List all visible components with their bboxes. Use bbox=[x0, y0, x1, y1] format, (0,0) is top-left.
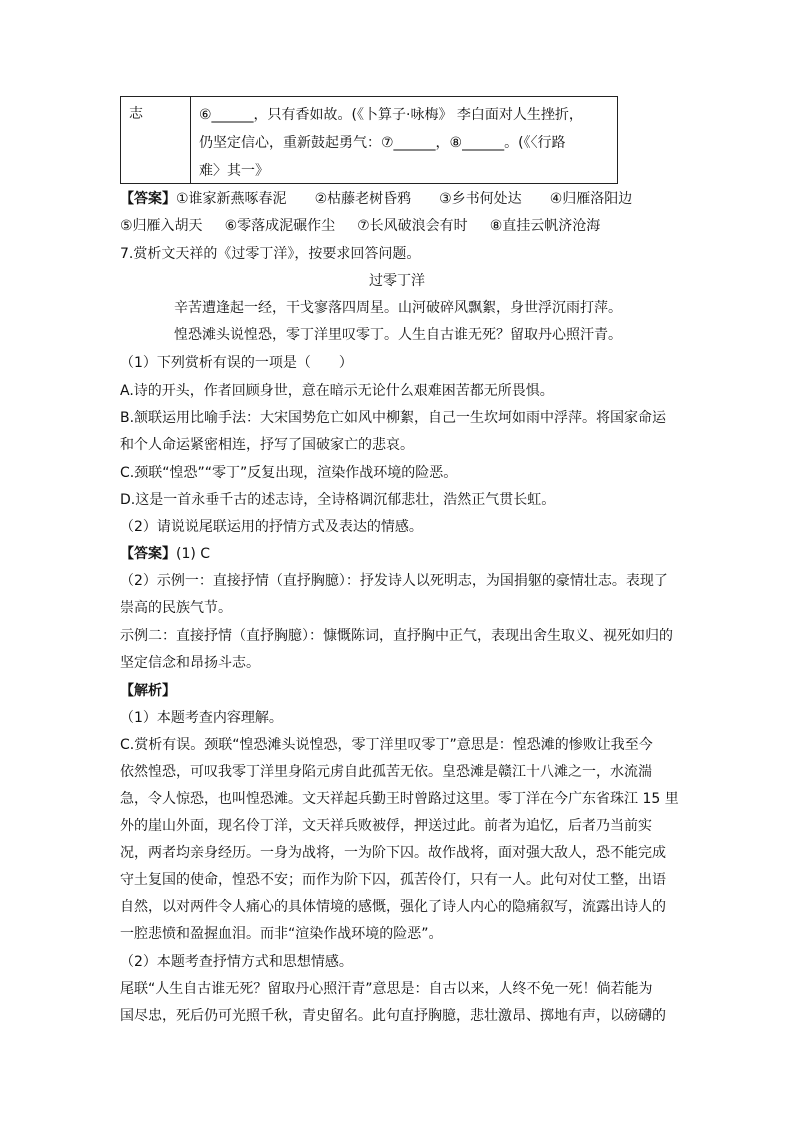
analysis-line: 自然，以对两件令人痛心的具体情境的感慨，强化了诗人内心的隐痛叙写，流露出诗人的 bbox=[120, 899, 666, 915]
example-2: 示例二：直接抒情（直抒胸臆）：慷慨陈词，直抒胸中正气，表现出舍生取义、视死如归的 bbox=[120, 628, 673, 644]
analysis-part-1: （1）本题考查内容理解。 bbox=[120, 710, 283, 726]
option-c: C.颈联“惶恐”“零丁”反复出现，渲染作战环境的险恶。 bbox=[120, 465, 458, 481]
analysis-line: 外的崖山外面，现名伶丁洋，文天祥兵败被俘，押送过此。前者为追忆，后者乃当前实 bbox=[120, 818, 652, 834]
table-label-cell: 志 bbox=[121, 97, 191, 183]
table-line: 难〉其一》 bbox=[199, 163, 269, 179]
sub-question-1: （1）下列赏析有误的一项是（ ） bbox=[120, 355, 353, 371]
table-line: ⑥______，只有香如故。(《卜算子·咏梅》 李白面对人生挫折， bbox=[199, 107, 583, 123]
option-d: D.这是一首永垂千古的述志诗，全诗格调沉郁悲壮，浩然正气贯长虹。 bbox=[120, 492, 556, 508]
answer-item: ⑦长风破浪会有时 bbox=[357, 218, 468, 234]
answer-item: ①谁家新燕啄春泥 bbox=[176, 191, 287, 207]
sub-question-2: （2）请说说尾联运用的抒情方式及表达的情感。 bbox=[120, 519, 423, 535]
analysis-label: 【解析】 bbox=[120, 683, 176, 699]
poem-line: 惶恐滩头说惶恐，零丁洋里叹零丁。人生自古谁无死？留取丹心照汗青。 bbox=[174, 327, 622, 343]
poem-line: 辛苦遭逢起一经，干戈寥落四周星。山河破碎风飘絮，身世浮沉雨打萍。 bbox=[174, 300, 622, 316]
analysis-line: 尾联“人生自古谁无死？留取丹心照汗青”意思是：自古以来，人终不免一死！倘若能为 bbox=[120, 981, 653, 997]
answer-item: ⑧直挂云帆济沧海 bbox=[489, 218, 601, 234]
answer-table bbox=[120, 96, 618, 184]
answer-2 bbox=[120, 543, 210, 565]
example-1-cont: 崇高的民族气节。 bbox=[120, 600, 232, 616]
answer-item: ④归雁洛阳边 bbox=[549, 191, 633, 207]
answer-row-2 bbox=[120, 215, 600, 237]
analysis-line: 急，令人惊恐，也叫惶恐滩。文天祥起兵勤王时曾路过这里。零丁洋在今广东省珠江 15 里 bbox=[120, 791, 679, 807]
table-content-cell bbox=[191, 97, 617, 183]
answer-row-1 bbox=[120, 188, 632, 210]
answer-label: 【答案】 bbox=[120, 546, 176, 562]
analysis-line: C.赏析有误。颈联“惶恐滩头说惶恐，零丁洋里叹零丁”意思是：惶恐滩的惨败让我至今 bbox=[120, 737, 653, 753]
example-1: （2）示例一：直接抒情（直抒胸臆）：抒发诗人以死明志，为国捐躯的豪情壮志。表现了 bbox=[120, 573, 668, 589]
analysis-line: 依然惶恐，可叹我零丁洋里身陷元虏自此孤苦无依。皇恐滩是赣江十八滩之一，水流湍 bbox=[120, 764, 652, 780]
example-2-cont: 坚定信念和昂扬斗志。 bbox=[120, 655, 260, 671]
answer-item: ⑥零落成泥碾作尘 bbox=[224, 218, 336, 234]
analysis-line: 守土复国的使命，惶恐不安；而作为阶下囚，孤苦伶仃，只有一人。此句对仗工整，出语 bbox=[120, 872, 666, 888]
analysis-line: 况，两者均亲身经历。一身为战将，一为阶下囚。故作战将，面对强大敌人，恐不能完成 bbox=[120, 845, 666, 861]
poem-title: 过零丁洋 bbox=[369, 273, 425, 289]
option-b-cont: 和个人命运紧密相连，抒写了国破家亡的悲哀。 bbox=[120, 437, 414, 453]
answer-item: ②枯藤老树昏鸦 bbox=[314, 191, 412, 207]
option-b: B.颔联运用比喻手法：大宋国势危亡如风中柳絮，自己一生坎坷如雨中浮萍。将国家命运 bbox=[120, 410, 667, 426]
analysis-line: 一腔悲愤和盈握血泪。而非“渲染作战环境的险恶”。 bbox=[120, 926, 443, 942]
answer-label: 【答案】 bbox=[120, 191, 176, 207]
option-a: A.诗的开头，作者回顾身世，意在暗示无论什么艰难困苦都无所畏惧。 bbox=[120, 383, 554, 399]
question-title: 7.赏析文天祥的《过零丁洋》，按要求回答问题。 bbox=[120, 246, 421, 262]
answer-item: ③乡书何处达 bbox=[439, 191, 522, 207]
table-line: 仍坚定信心，重新鼓起勇气：⑦______，⑧______。(《〈行路 bbox=[199, 135, 566, 151]
answer-value: (1) C bbox=[176, 546, 211, 562]
analysis-line: 国尽忠，死后仍可光照千秋，青史留名。此句直抒胸臆，悲壮激昂、掷地有声，以磅礴的 bbox=[120, 1008, 666, 1024]
answer-item: ⑤归雁入胡天 bbox=[120, 218, 203, 234]
analysis-part-2: （2）本题考查抒情方式和思想情感。 bbox=[120, 954, 353, 970]
